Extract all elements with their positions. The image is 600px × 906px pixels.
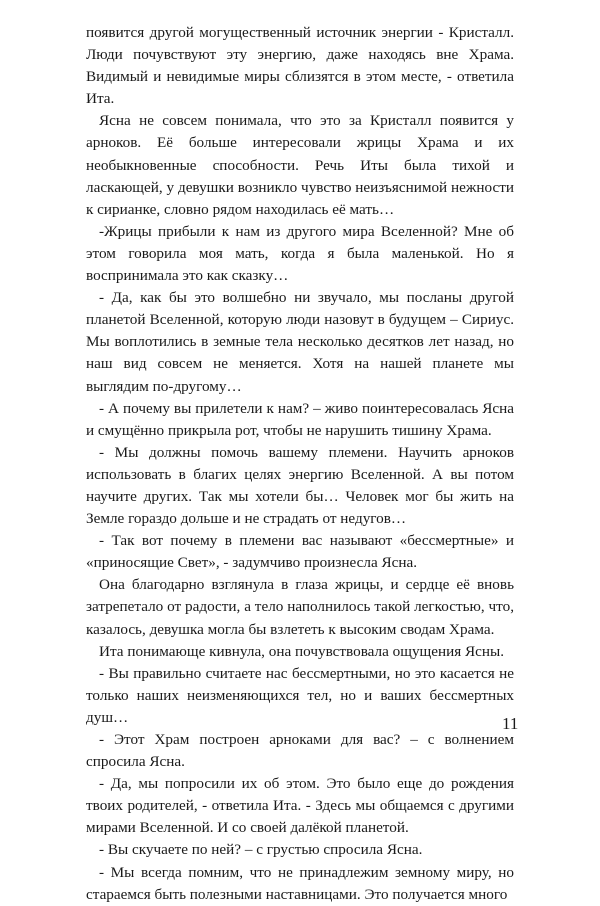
paragraph-5: - А почему вы прилетели к нам? – живо поинтересовалась Ясна и смущённо прикрыла рот, чтобы не нарушить тишину Храма. [86,399,514,439]
paragraph-13: - Вы скучаете по ней? – с грустью спросила Ясна. [99,841,423,859]
paragraph-14: - Мы всегда помним, что не принадлежим земному миру, но стараемся быть полезными наставницами. Это получается много [86,863,514,903]
paragraph-9: Ита понимающе кивнула, она почувствовала ощущения Ясны. [99,642,505,660]
paragraph-7: - Так вот почему в племени вас называют «бессмертные» и «приносящие Свет», - задумчиво произнесла Ясна. [86,532,514,572]
paragraph-2: Ясна не совсем понимала, что это за Кристалл появится у арноков. Её больше интересовали жрицы Храма и их необыкновенные способности. Речь Иты была тихой и ласкающей, у девушки возникло чувство неизъяснимой нежности к сирианке, словно рядом находилась её мать… [86,112,514,218]
paragraph-4: - Да, как бы это волшебно ни звучало, мы посланы другой планетой Вселенной, которую люди назовут в будущем – Сириус. Мы воплотились в земные тела несколько десятков лет назад, но наш вид совсем не меняется. Хотя на нашей планете мы выглядим по-другому… [86,289,514,395]
paragraph-3: -Жрицы прибыли к нам из другого мира Вселенной? Мне об этом говорила моя мать, когда я была маленькой. Но я воспринимала это как сказку… [86,222,514,285]
paragraph-6: - Мы должны помочь вашему племени. Научить арноков использовать в благих целях энергию Вселенной. А вы потом научите других. Так мы хотели бы… Человек мог бы жить на Земле гораздо дольше и не страдать от недугов… [86,443,514,528]
page-number: 11 [502,714,519,733]
paragraph-8: Она благодарно взглянула в глаза жрицы, и сердце её вновь затрепетало от радости, а тело наполнилось такой легкостью, что, казалось, девушка могла бы взлететь к высоким сводам Храма. [86,576,514,638]
paragraph-11: - Этот Храм построен арноками для вас? – с волнением спросила Ясна. [86,731,514,771]
paragraph-10: - Вы правильно считаете нас бессмертными, но это касается не только наших неизменяющихся тел, но и ваших бессмертных душ… [86,664,514,726]
paragraph-1: появится другой могущественный источник энергии - Кристалл. Люди почувствуют эту энергию, даже находясь вне Храма. Видимый и невидимые миры сблизятся в этом месте, - ответила Ита. [86,24,514,108]
page-text [86,22,514,906]
paragraph-12: - Да, мы попросили их об этом. Это было еще до рождения твоих родителей, - ответила Ита. - Здесь мы общаемся с другими мирами Вселенной. И со своей далёкой планетой. [86,775,514,837]
